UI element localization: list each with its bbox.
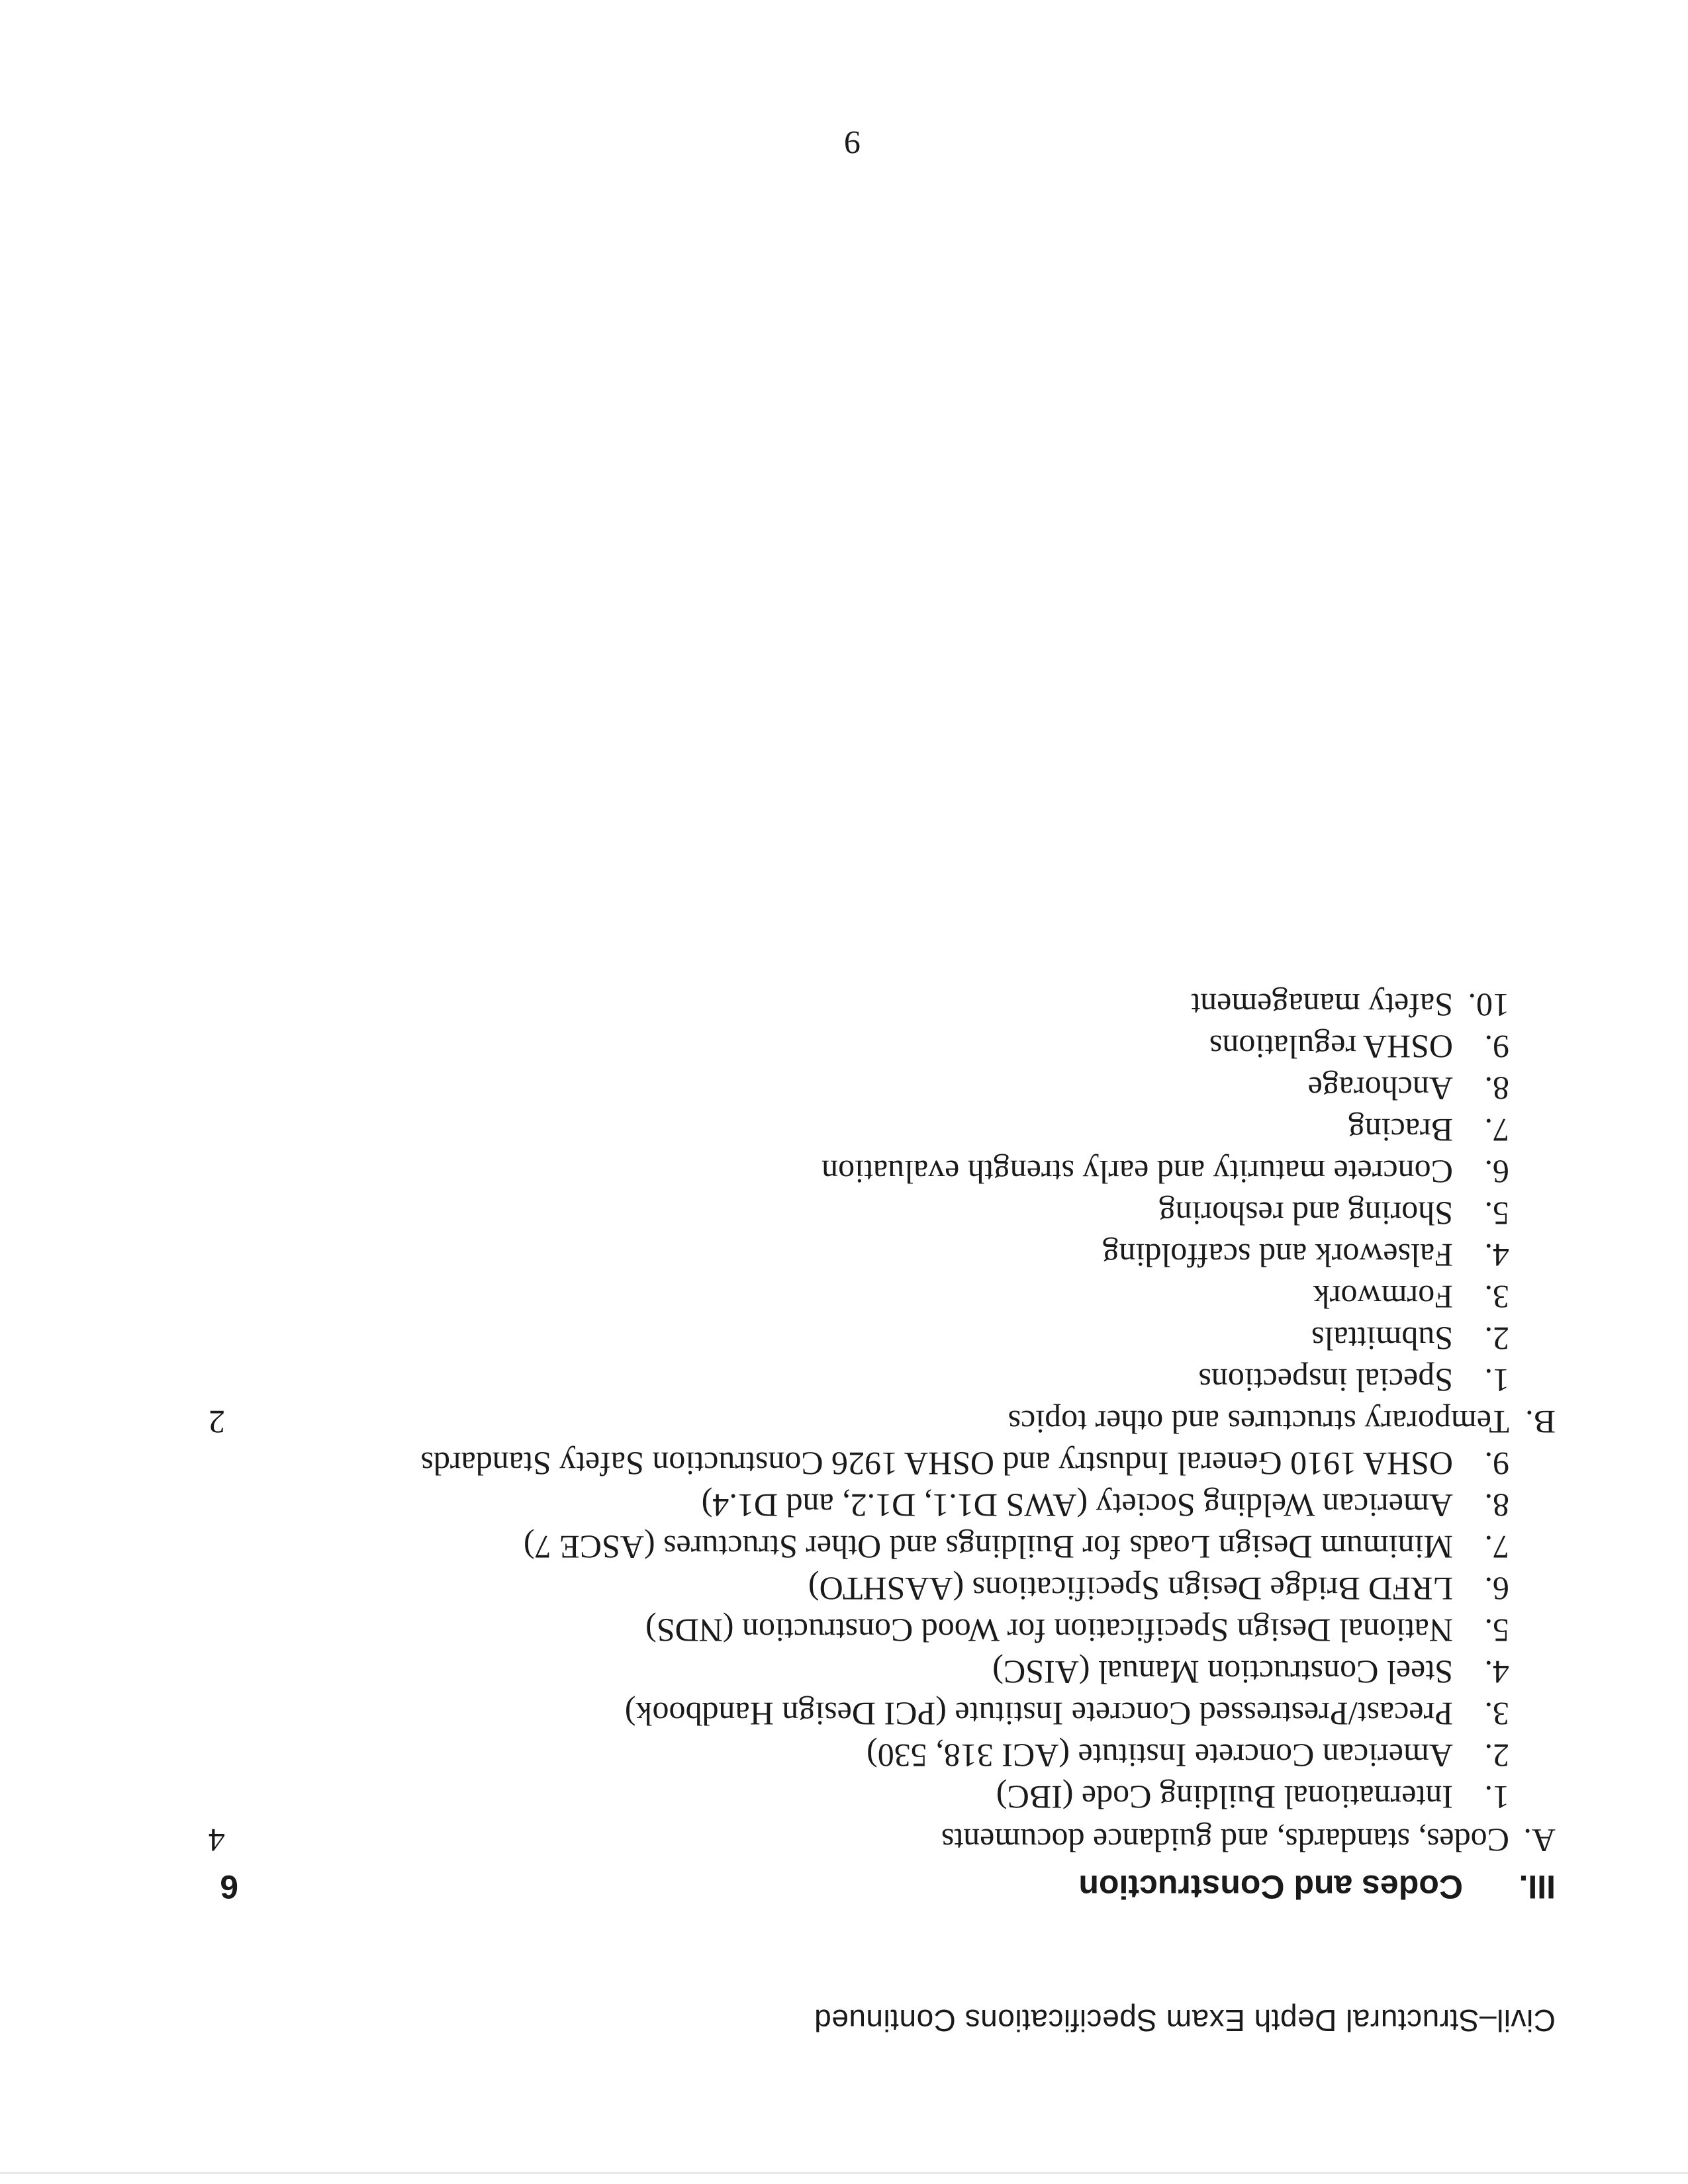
section-roman-numeral: III. xyxy=(1519,1868,1556,1905)
subsection-title: Temporary structures and other topics xyxy=(1008,1404,1509,1441)
list-item-number: 4. xyxy=(1484,1237,1509,1274)
list-item-number: 6. xyxy=(1484,1570,1509,1608)
list-item-text: OSHA regulations xyxy=(1209,1028,1453,1066)
list-item-number: 9. xyxy=(1484,1445,1509,1482)
list-item-text: Special inspections xyxy=(1198,1362,1453,1399)
list-item-text: Steel Construction Manual (AISC) xyxy=(992,1654,1453,1691)
list-item-text: American Welding Society (AWS D1.1, D1.2, and D1.4) xyxy=(701,1487,1453,1524)
list-item-text: Falsework and scaffolding xyxy=(1102,1237,1453,1274)
subsection-weight: 2 xyxy=(209,1404,225,1441)
list-item-text: Anchorage xyxy=(1307,1070,1453,1107)
list-item-number: 6. xyxy=(1484,1154,1509,1191)
list-item-number: 4. xyxy=(1484,1654,1509,1691)
list-item-text: OSHA 1910 General Industry and OSHA 1926 Construction Safety Standards xyxy=(420,1445,1453,1482)
list-item-text: Minimum Design Loads for Buildings and Other Structures (ASCE 7) xyxy=(523,1529,1453,1566)
subsection-letter: B. xyxy=(1525,1404,1556,1441)
list-item-text: Formwork xyxy=(1313,1279,1453,1316)
list-item-text: Safety management xyxy=(1191,987,1453,1024)
list-item-number: 7. xyxy=(1484,1112,1509,1149)
section-heading xyxy=(1078,1868,1556,1906)
subsection-weight: 4 xyxy=(209,1822,225,1859)
list-item-text: American Concrete Institute (ACI 318, 530) xyxy=(867,1737,1453,1774)
list-item-number: 8. xyxy=(1484,1070,1509,1107)
page-header: Civil–Structural Depth Exam Specifications Continued xyxy=(814,2003,1556,2038)
list-item-number: 5. xyxy=(1484,1195,1509,1232)
list-item-number: 2. xyxy=(1484,1737,1509,1774)
list-item-text: Submittals xyxy=(1311,1320,1453,1357)
list-item-number: 8. xyxy=(1484,1487,1509,1524)
list-item-number: 1. xyxy=(1484,1779,1509,1816)
list-item-text: LRFD Bridge Design Specifications (AASHTO) xyxy=(808,1570,1453,1608)
list-item-number: 1. xyxy=(1484,1362,1509,1399)
list-item-number: 3. xyxy=(1484,1696,1509,1733)
list-item-text: National Design Specification for Wood Construction (NDS) xyxy=(645,1612,1453,1649)
section-weight: 6 xyxy=(220,1868,238,1905)
scan-edge-line xyxy=(0,2172,1688,2174)
list-item-number: 7. xyxy=(1484,1529,1509,1566)
list-item-number: 9. xyxy=(1484,1028,1509,1066)
list-item-text: International Building Code (IBC) xyxy=(996,1779,1453,1816)
list-item-number: 2. xyxy=(1484,1320,1509,1357)
list-item-number: 10. xyxy=(1468,987,1509,1024)
list-item-number: 5. xyxy=(1484,1612,1509,1649)
list-item-text: Concrete maturity and early strength evaluation xyxy=(821,1154,1453,1191)
subsection-title: Codes, standards, and guidance documents xyxy=(941,1822,1509,1859)
list-item-number: 3. xyxy=(1484,1279,1509,1316)
section-title: Codes and Construction xyxy=(1078,1868,1463,1905)
page-number: 9 xyxy=(844,124,861,161)
subsection-letter: A. xyxy=(1523,1822,1556,1859)
list-item-text: Bracing xyxy=(1348,1112,1453,1149)
list-item-text: Shoring and reshoring xyxy=(1158,1195,1453,1232)
list-item-text: Precast/Prestressed Concrete Institute (PCI Design Handbook) xyxy=(624,1696,1453,1733)
